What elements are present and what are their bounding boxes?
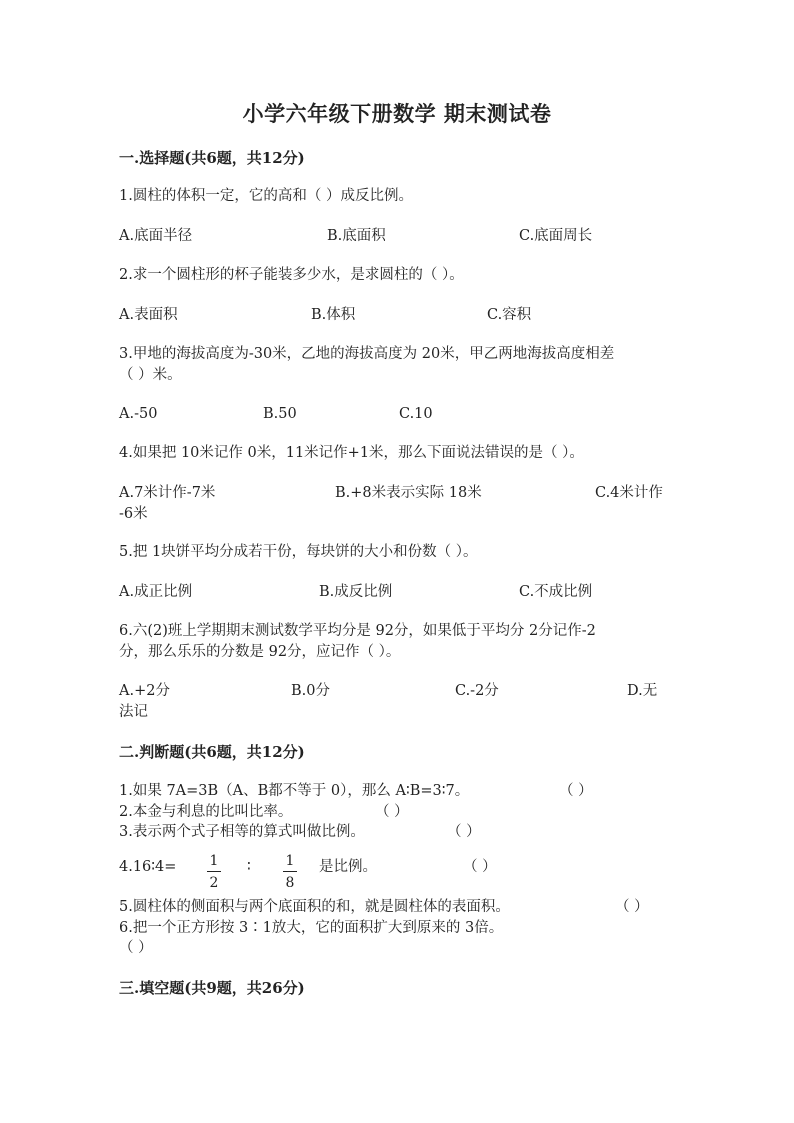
option-c: C.-2分 [455,683,499,699]
question-stem-cont: 分，那么乐乐的分数是 92分，应记作（ ）。 [119,644,401,660]
option-c: C.10 [399,406,433,422]
option-c: C.底面周长 [519,228,593,244]
answer-paren: （ ） [119,940,153,956]
question-stem: 1.圆柱的体积一定，它的高和（ ）成反比例。 [119,188,413,204]
question-stem: 2.求一个圆柱形的杯子能装多少水，是求圆柱的（ ）。 [119,267,464,283]
question-stem-cont: （ ）米。 [119,367,182,383]
answer-paren: （ ） [447,824,481,840]
ratio-colon: ∶ [247,859,251,875]
judge-item: 6.把一个正方形按 3∶1放大，它的面积扩大到原来的 3倍。 [119,920,504,936]
answer-paren: （ ） [615,899,649,915]
judge-item: 2.本金与利息的比叫比率。 [119,804,293,820]
page-title: 小学六年级下册数学 期末测试卷 [242,101,552,126]
option-a: A.+2分 [119,683,170,699]
option-d-cont: 法记 [119,704,148,720]
option-b: B.0分 [291,683,330,699]
option-c: C.不成比例 [519,584,593,600]
judge-item: 3.表示两个式子相等的算式叫做比例。 [119,824,365,840]
fraction-denominator: 2 [209,875,219,891]
option-a: A.表面积 [119,307,178,323]
fraction-numerator: 1 [285,853,295,869]
answer-paren: （ ） [463,859,497,875]
fraction-bar [207,871,221,872]
fraction-bar [283,871,297,872]
option-d: D.无 [627,683,658,699]
question-stem: 4.如果把 10米记作 0米，11米记作+1米，那么下面说法错误的是（ ）。 [119,445,584,461]
judge-item: 5.圆柱体的侧面积与两个底面积的和，就是圆柱体的表面积。 [119,899,510,915]
option-c: C.4米计作 [595,485,663,501]
judge-item: 4.16∶4= [119,859,177,875]
option-c-cont: -6米 [119,506,148,522]
option-b: B.体积 [311,307,356,323]
question-stem: 6.六(2)班上学期期末测试数学平均分是 92分，如果低于平均分 2分记作-2 [119,623,596,639]
judge-item: 1.如果 7A=3B（A、B都不等于 0），那么 A∶B=3∶7。 [119,783,470,799]
fraction-one-eighth [283,852,297,892]
section-heading-fill: 三.填空题(共9题，共26分) [119,979,305,997]
question-stem: 5.把 1块饼平均分成若干份，每块饼的大小和份数（ ）。 [119,544,478,560]
option-b: B.底面积 [327,228,386,244]
option-a: A.成正比例 [119,584,193,600]
option-a: A.-50 [119,406,158,422]
question-stem: 3.甲地的海拔高度为-30米，乙地的海拔高度为 20米，甲乙两地海拔高度相差 [119,346,615,362]
option-a: A.7米计作-7米 [119,485,216,501]
option-b: B.50 [263,406,297,422]
option-a: A.底面半径 [119,228,193,244]
answer-paren: （ ） [375,804,409,820]
answer-paren: （ ） [559,783,593,799]
option-b: B.+8米表示实际 18米 [335,485,482,501]
fraction-denominator: 8 [285,875,295,891]
section-heading-judge: 二.判断题(共6题，共12分) [119,743,305,761]
option-c: C.容积 [487,307,532,323]
option-b: B.成反比例 [319,584,393,600]
fraction-numerator: 1 [209,853,219,869]
section-heading-choice: 一.选择题(共6题，共12分) [119,149,305,167]
judge-item-cont: 是比例。 [319,859,377,875]
fraction-one-half [207,852,221,892]
